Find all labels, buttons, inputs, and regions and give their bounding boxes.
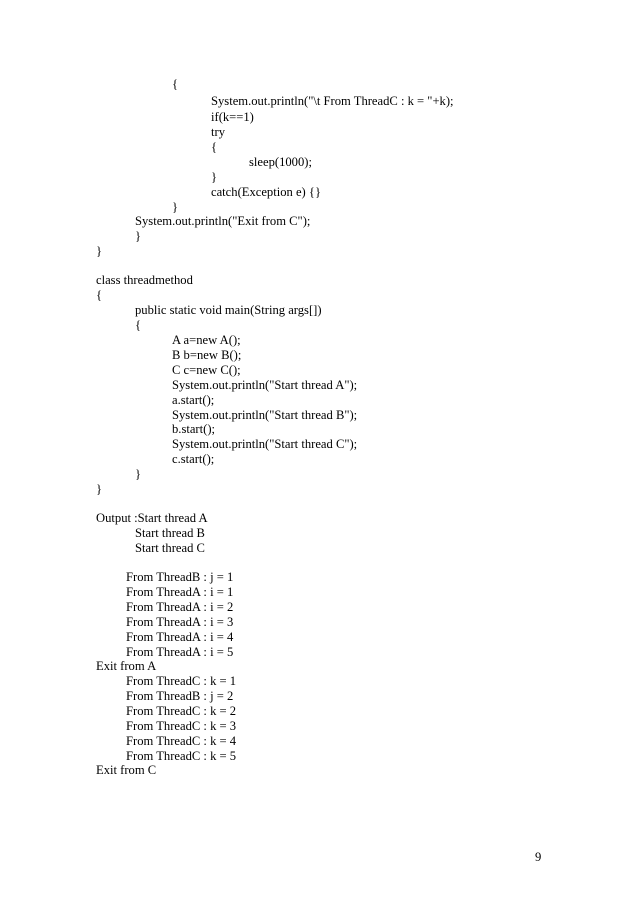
- code-line: System.out.println("Exit from C");: [135, 214, 311, 228]
- code-line: c.start();: [172, 452, 215, 466]
- output-line: From ThreadC : k = 1: [126, 674, 237, 688]
- code-line: System.out.println("Start thread B");: [172, 408, 358, 422]
- output-line: From ThreadA : i = 1: [126, 585, 234, 599]
- code-line: b.start();: [172, 422, 216, 436]
- code-line: }: [96, 244, 103, 258]
- code-line: if(k==1): [211, 110, 254, 124]
- code-line: }: [172, 200, 179, 214]
- page-number: 9: [535, 850, 542, 864]
- code-line: A a=new A();: [172, 333, 241, 347]
- output-line: From ThreadC : k = 4: [126, 734, 237, 748]
- code-line: System.out.println("Start thread A");: [172, 378, 358, 392]
- output-line: Exit from A: [96, 659, 157, 673]
- output-line: From ThreadC : k = 5: [126, 749, 237, 763]
- output-line: From ThreadA : i = 3: [126, 615, 234, 629]
- output-line: From ThreadC : k = 2: [126, 704, 237, 718]
- output-line: From ThreadA : i = 4: [126, 630, 234, 644]
- code-line: C c=new C();: [172, 363, 241, 377]
- code-line: System.out.println("\t From ThreadC : k = "+k);: [211, 94, 454, 108]
- output-line: Output :Start thread A: [96, 511, 208, 525]
- output-line: From ThreadB : j = 2: [126, 689, 234, 703]
- code-line: catch(Exception e) {}: [211, 185, 321, 199]
- output-line: Exit from C: [96, 763, 157, 777]
- code-line: System.out.println("Start thread C");: [172, 437, 358, 451]
- output-line: Start thread C: [135, 541, 205, 555]
- code-line: }: [135, 467, 142, 481]
- code-line: {: [96, 288, 103, 302]
- code-line: {: [211, 140, 218, 154]
- code-line: }: [96, 482, 103, 496]
- output-line: From ThreadB : j = 1: [126, 570, 234, 584]
- code-line: B b=new B();: [172, 348, 242, 362]
- output-line: From ThreadA : i = 5: [126, 645, 234, 659]
- code-line: a.start();: [172, 393, 215, 407]
- code-line: try: [211, 125, 225, 139]
- code-line: {: [172, 77, 179, 91]
- code-line: {: [135, 318, 142, 332]
- code-line: class threadmethod: [96, 273, 193, 287]
- code-line: sleep(1000);: [249, 155, 312, 169]
- code-line: }: [135, 229, 142, 243]
- output-line: From ThreadA : i = 2: [126, 600, 234, 614]
- code-line: public static void main(String args[]): [135, 303, 322, 317]
- output-line: From ThreadC : k = 3: [126, 719, 237, 733]
- code-line: }: [211, 170, 218, 184]
- output-line: Start thread B: [135, 526, 205, 540]
